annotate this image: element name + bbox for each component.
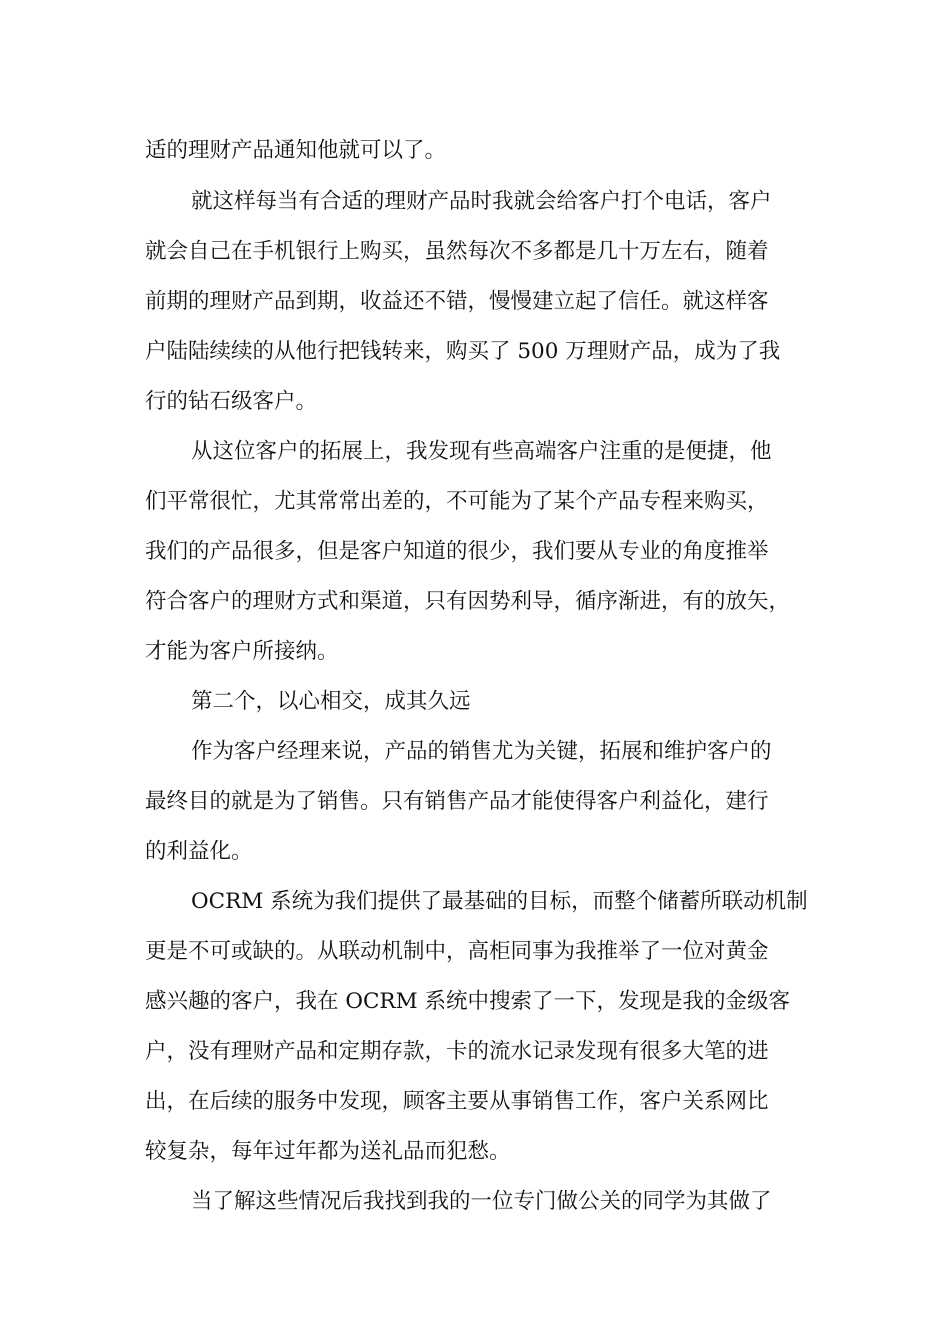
text-line: 前期的理财产品到期，收益还不错，慢慢建立起了信任。就这样客 [145, 289, 769, 314]
text-line: 符合客户的理财方式和渠道，只有因势利导，循序渐进，有的放矢， [145, 589, 791, 614]
paragraph-start-line: OCRM 系统为我们提供了最基础的目标，而整个储蓄所联动机制 [191, 889, 808, 914]
paragraph-start-line: 作为客户经理来说，产品的销售尤为关键，拓展和维护客户的 [191, 739, 772, 764]
paragraph-start-line: 从这位客户的拓展上，我发现有些高端客户注重的是便捷，他 [191, 439, 772, 464]
text-line: 们平常很忙，尤其常常出差的，不可能为了某个产品专程来购买， [145, 489, 769, 514]
text-line: 感兴趣的客户，我在 OCRM 系统中搜索了一下，发现是我的金级客 [145, 989, 790, 1014]
text-line: 更是不可或缺的。从联动机制中，高柜同事为我推举了一位对黄金 [145, 939, 769, 964]
text-line: 最终目的就是为了销售。只有销售产品才能使得客户利益化，建行 [145, 789, 769, 814]
paragraph-start-line: 就这样每当有合适的理财产品时我就会给客户打个电话，客户 [191, 189, 772, 214]
text-line: 的利益化。 [145, 839, 253, 864]
text-line: 就会自己在手机银行上购买，虽然每次不多都是几十万左右，随着 [145, 239, 769, 264]
text-line: 适的理财产品通知他就可以了。 [145, 138, 447, 163]
text-line: 出，在后续的服务中发现，顾客主要从事销售工作，客户关系网比 [145, 1089, 769, 1114]
text-line: 行的钻石级客户。 [145, 389, 318, 414]
paragraph-start-line: 当了解这些情况后我找到我的一位专门做公关的同学为其做了 [191, 1189, 772, 1214]
section-heading: 第二个，以心相交，成其久远 [191, 689, 471, 714]
text-line: 户，没有理财产品和定期存款，卡的流水记录发现有很多大笔的进 [145, 1039, 769, 1064]
text-line: 才能为客户所接纳。 [145, 639, 339, 664]
text-line: 较复杂，每年过年都为送礼品而犯愁。 [145, 1139, 511, 1164]
text-line: 户陆陆续续的从他行把钱转来，购买了 500 万理财产品，成为了我 [145, 339, 781, 364]
text-line: 我们的产品很多，但是客户知道的很少，我们要从专业的角度推举 [145, 539, 769, 564]
